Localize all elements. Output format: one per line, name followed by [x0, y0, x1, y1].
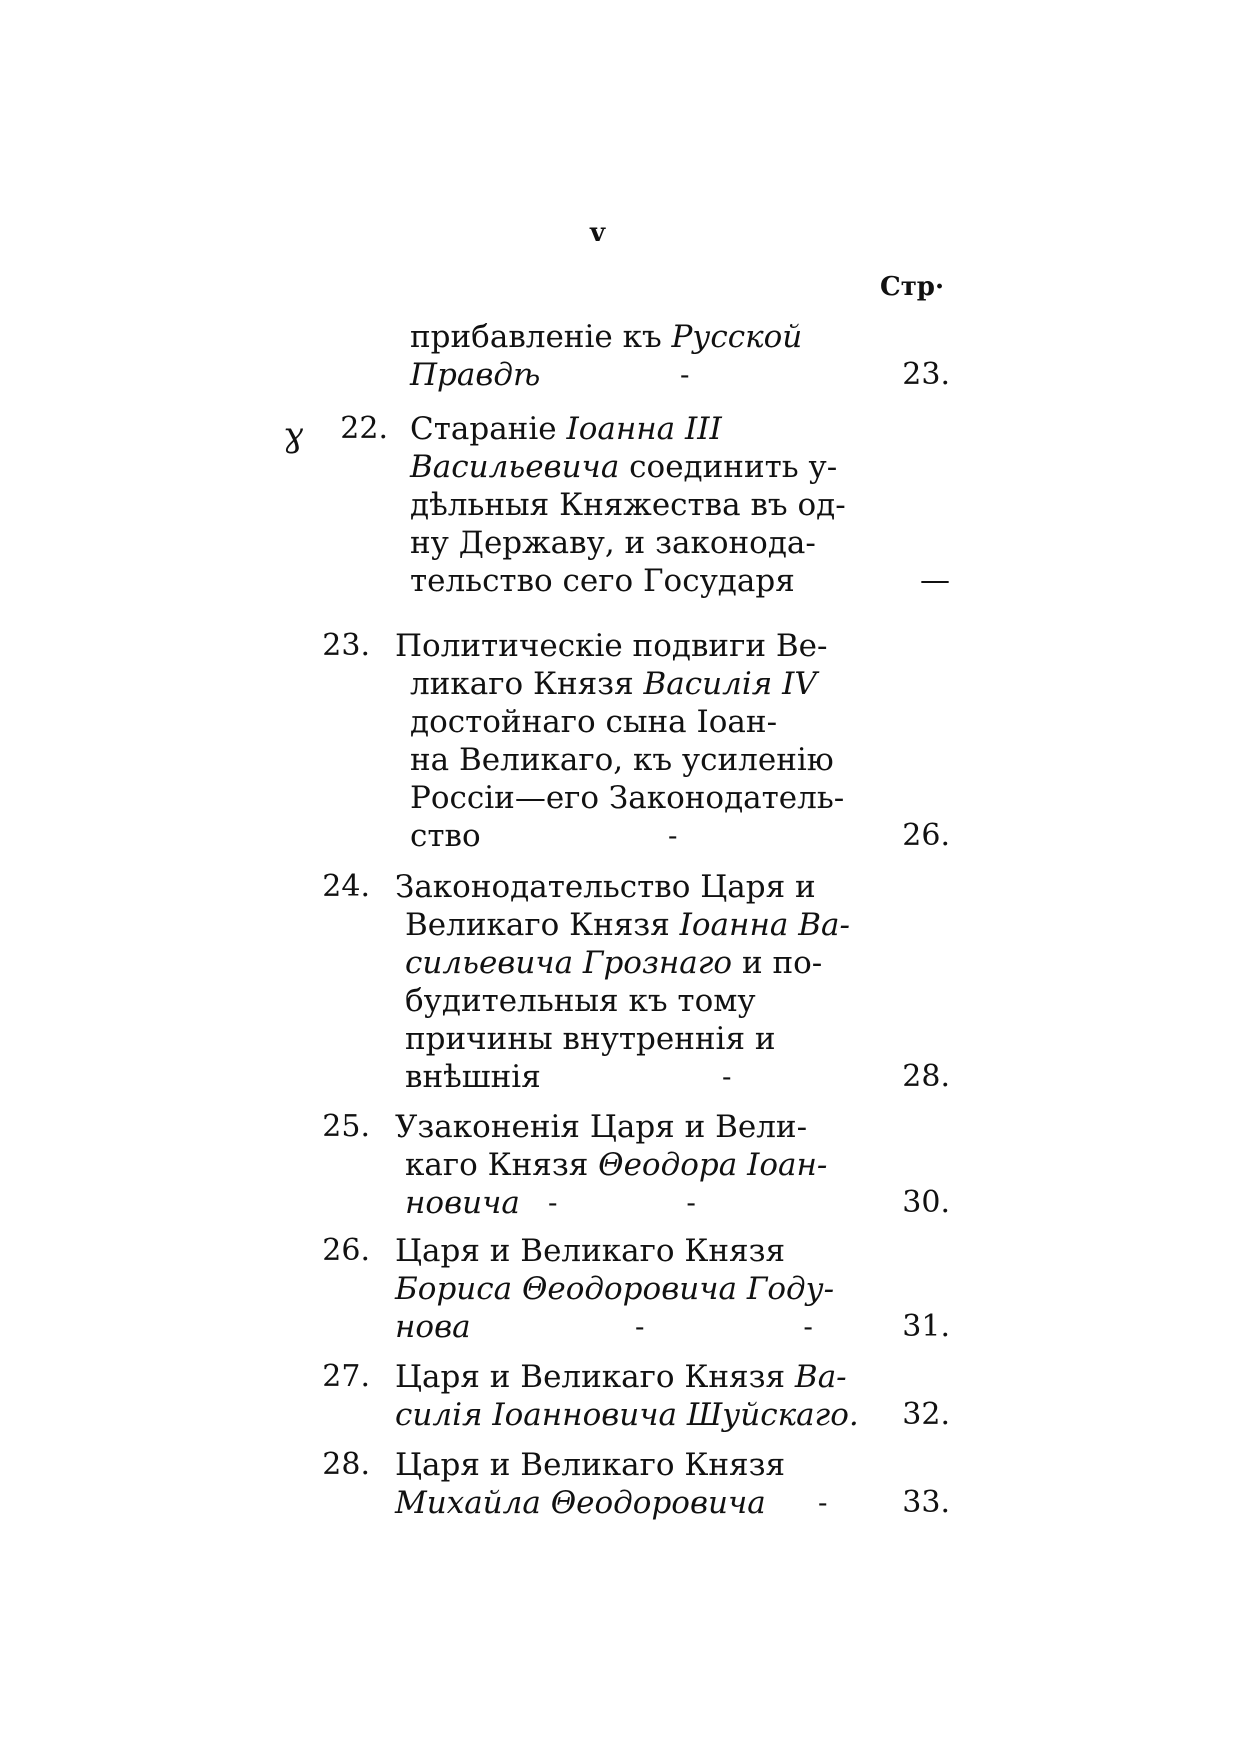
entry-line	[395, 1446, 785, 1484]
text-run-italic: силія Іоанновича Шуйскаго.	[395, 1397, 859, 1433]
text-run: внѣшнія	[405, 1059, 541, 1095]
text-run-italic: новича	[405, 1185, 520, 1221]
entry-line	[395, 1232, 785, 1270]
entry-line	[410, 665, 817, 703]
text-run: ну Державу, и законода-	[410, 525, 816, 561]
text-run-italic: Іоанна Ва-	[679, 907, 850, 943]
entry-line	[395, 1108, 807, 1146]
entry-line	[410, 356, 540, 394]
text-run: Россіи—его Законодатель-	[410, 780, 845, 816]
text-run: и по-	[732, 945, 823, 981]
text-run: достойнаго сына Іоан-	[410, 704, 778, 740]
entry-line	[410, 524, 816, 562]
leader-dash: - -	[635, 1310, 813, 1343]
entry-line	[395, 868, 816, 906]
entry-line	[410, 318, 802, 356]
page-ref: 28.	[902, 1059, 950, 1094]
margin-mark: ɣ	[283, 415, 304, 455]
text-run: на Великаго, къ усиленію	[410, 742, 834, 778]
text-run-italic: Бориса Θеодоровича Году-	[395, 1271, 835, 1307]
entry-line	[405, 1058, 541, 1096]
page-ref: 23.	[902, 357, 950, 392]
text-run: Царя и Великаго Князя	[395, 1447, 786, 1483]
entry-line	[410, 448, 837, 486]
entry-line	[395, 1358, 847, 1396]
text-run-italic: Васильевича	[410, 449, 620, 485]
entry-line	[395, 627, 827, 665]
page-ref: 31.	[902, 1309, 950, 1344]
text-run: прибавленіе къ	[410, 319, 672, 355]
leader-dash: -	[668, 819, 678, 852]
text-run-italic: Василія IV	[643, 666, 817, 702]
text-run: ликаго Князя	[410, 666, 644, 702]
entry-line	[405, 906, 850, 944]
text-run: тельство сего Государя	[410, 563, 795, 599]
entry-number: 24.	[322, 869, 370, 904]
text-run: каго Князя	[405, 1147, 599, 1183]
leader-dash: -	[680, 358, 690, 391]
text-run: будительныя къ тому	[405, 983, 756, 1019]
text-run-italic: Русской	[671, 319, 803, 355]
text-run: Царя и Великаго Князя	[395, 1359, 795, 1395]
text-run-italic: Правдѣ	[410, 357, 541, 393]
entry-line	[405, 1020, 776, 1058]
page-ref: 26.	[902, 818, 950, 853]
entry-number: 23.	[322, 628, 370, 663]
entry-line	[395, 1484, 766, 1522]
entry-line	[395, 1308, 471, 1346]
entry-line	[405, 1184, 520, 1222]
text-run-italic: сильевича Грознаго	[405, 945, 733, 981]
column-header: Стр·	[880, 272, 945, 302]
text-run-italic: Михайла Θеодоровича	[395, 1485, 766, 1521]
text-run: соединить у-	[619, 449, 838, 485]
text-run: Законодательство Царя и	[395, 869, 816, 905]
entry-line	[410, 562, 795, 600]
text-run: Старанiе	[410, 411, 567, 447]
text-run: Великаго Князя	[405, 907, 680, 943]
leader-dash: -	[818, 1486, 828, 1519]
entry-line	[410, 703, 777, 741]
text-run-italic: Ва-	[794, 1359, 847, 1395]
entry-number: 28.	[322, 1447, 370, 1482]
text-run-italic: Θеодора Іоан-	[598, 1147, 828, 1183]
entry-line	[395, 1270, 834, 1308]
entry-line	[395, 1396, 859, 1434]
entry-line	[410, 410, 722, 448]
text-run: дѣльныя Княжества въ од-	[410, 487, 846, 523]
entry-number: 26.	[322, 1233, 370, 1268]
entry-line	[410, 817, 481, 855]
entry-line	[410, 779, 844, 817]
page-ref: 33.	[902, 1485, 950, 1520]
entry-number: 25.	[322, 1109, 370, 1144]
entry-line	[405, 982, 756, 1020]
entry-line	[405, 944, 822, 982]
page-ref: 32.	[902, 1397, 950, 1432]
entry-line	[410, 741, 834, 779]
entry-number: 27.	[322, 1359, 370, 1394]
text-run: Политическiе подвиги Ве-	[395, 628, 828, 664]
entry-line	[410, 486, 846, 524]
leader-dash: - -	[548, 1186, 696, 1219]
text-run: Царя и Великаго Князя	[395, 1233, 786, 1269]
text-run: причины внутреннія и	[405, 1021, 776, 1057]
page-number: v	[590, 218, 606, 248]
leader-dash: -	[722, 1060, 732, 1093]
entry-line	[405, 1146, 827, 1184]
entry-number: 22.	[340, 411, 388, 446]
text-run: ство	[410, 818, 481, 854]
page-ref: —	[920, 563, 950, 598]
text-run-italic: нова	[395, 1309, 471, 1345]
page-ref: 30.	[902, 1185, 950, 1220]
text-run: Узаконенія Царя и Вели-	[395, 1109, 808, 1145]
text-run-italic: Іоанна III	[566, 411, 722, 447]
